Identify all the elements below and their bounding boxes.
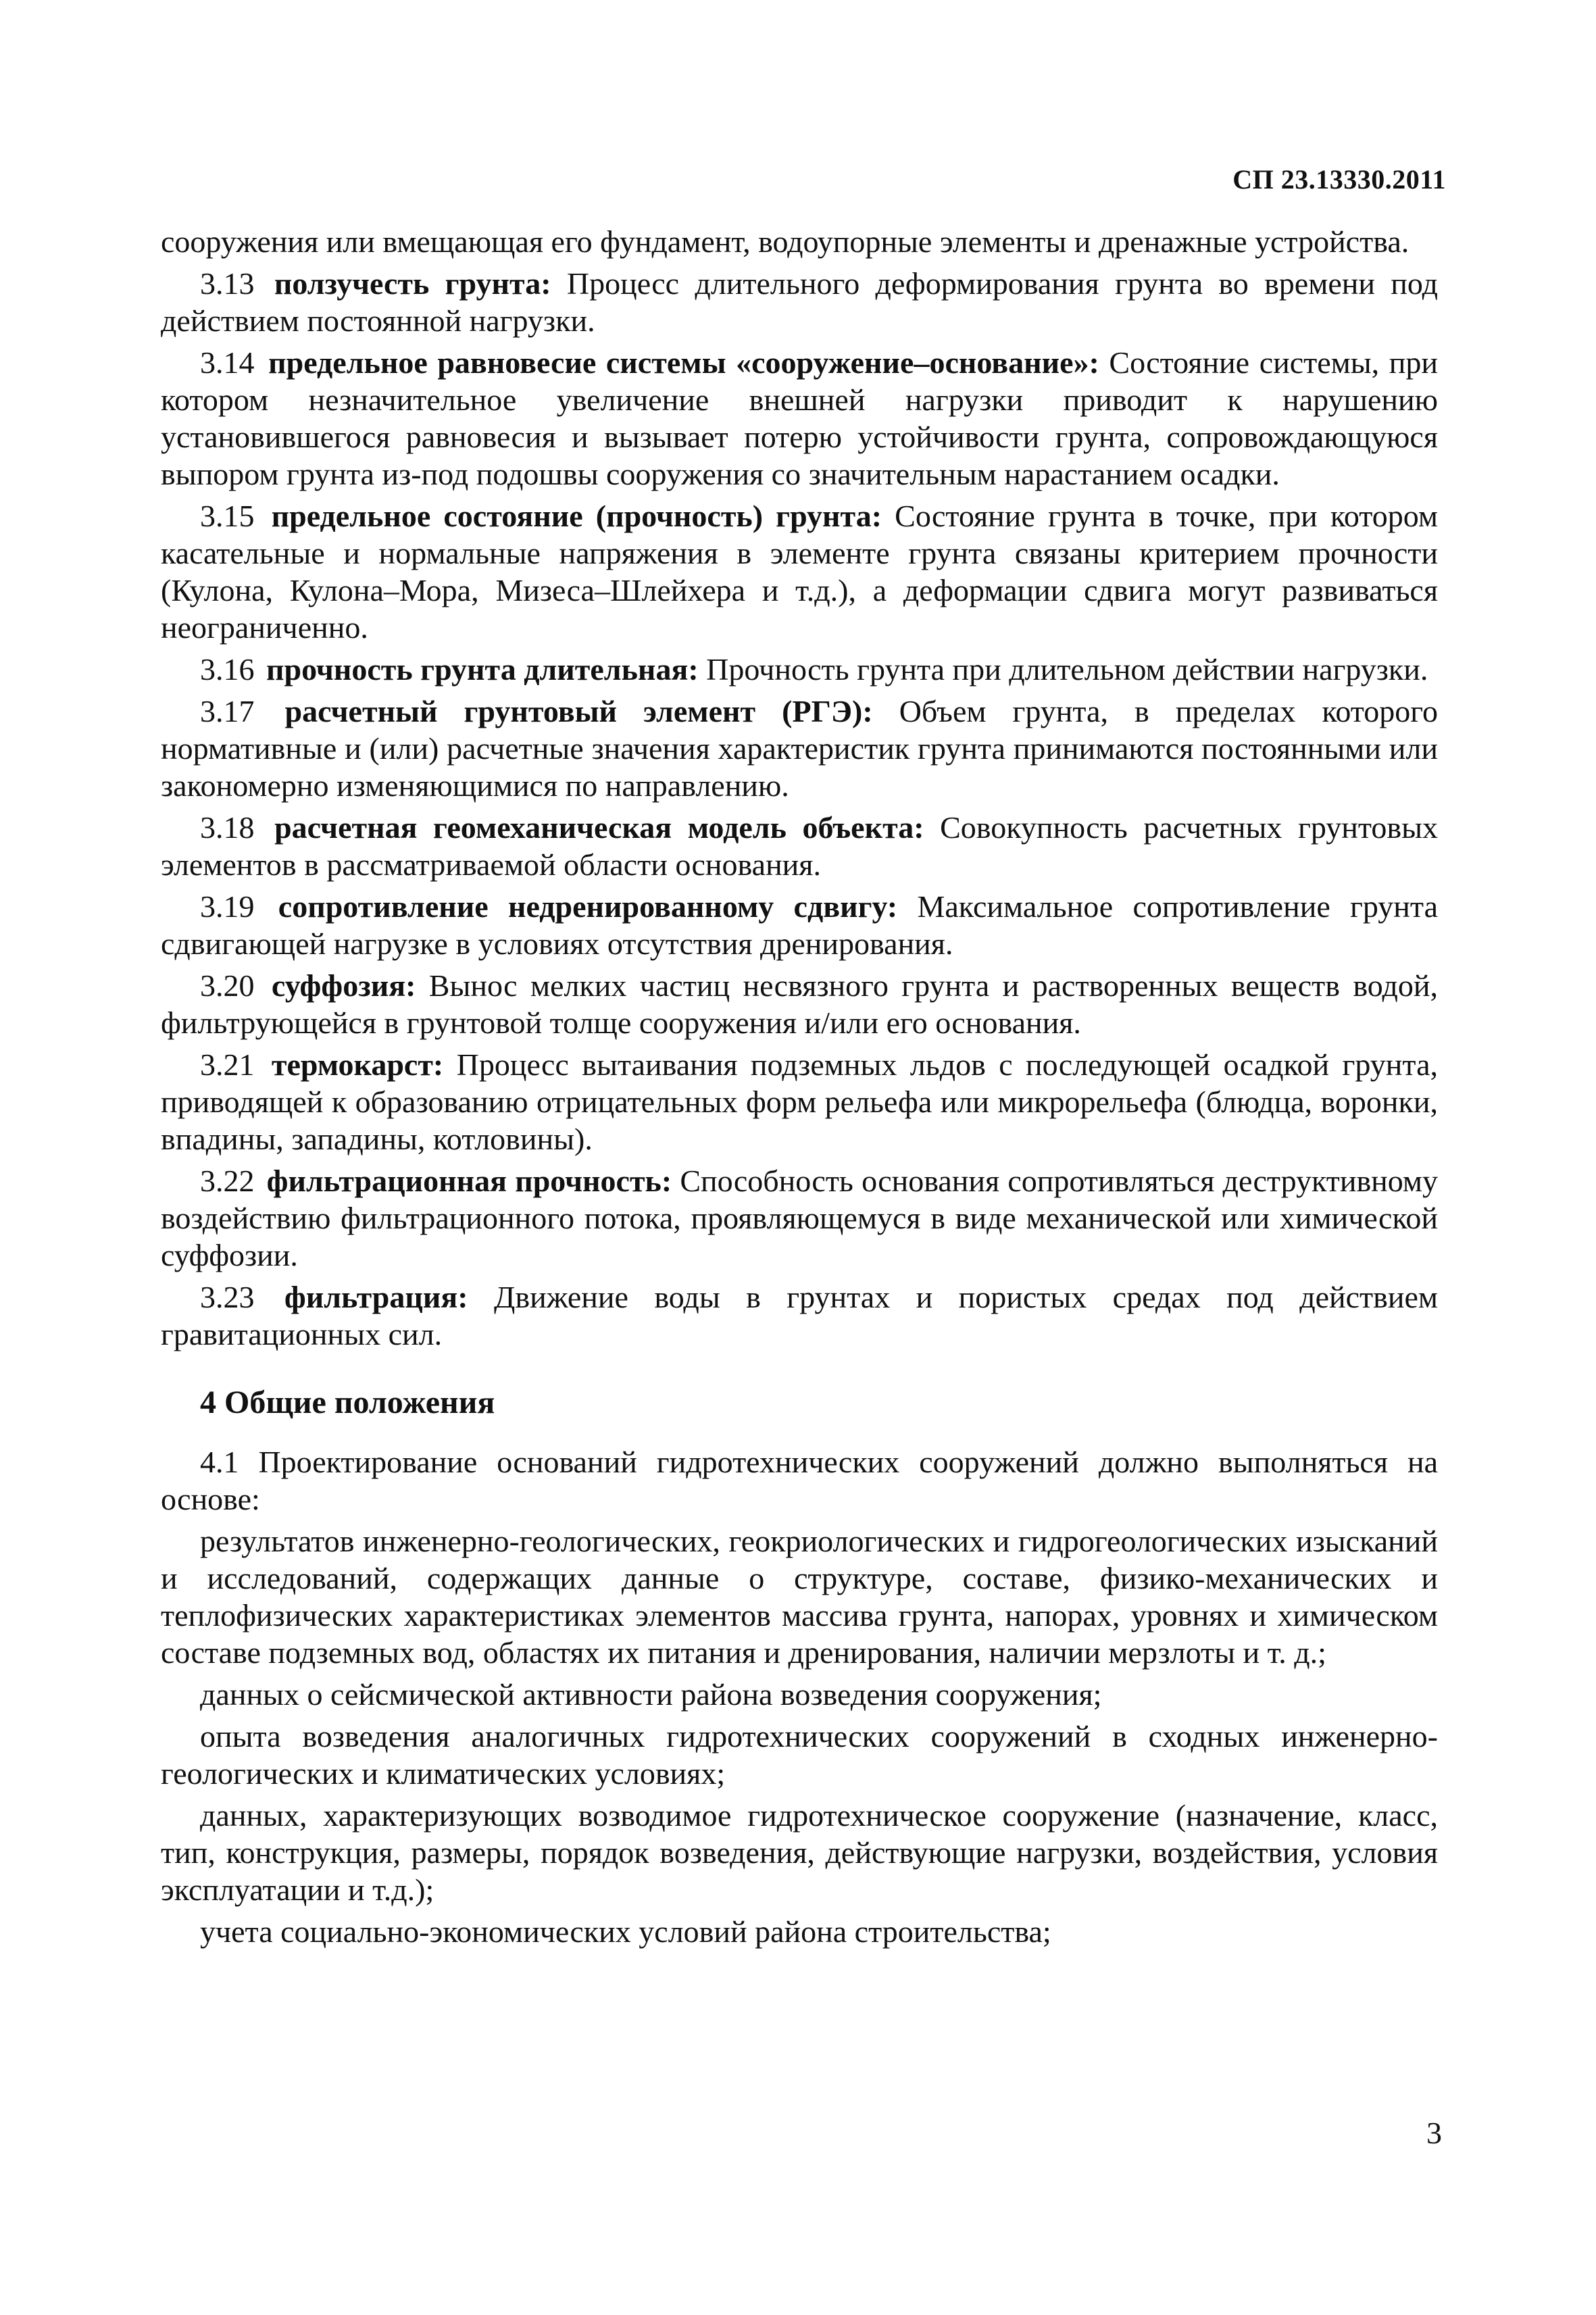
section-heading: 4 Общие положения <box>200 1385 495 1420</box>
section-4-body <box>161 1443 1438 1950</box>
term-number: 3.21 <box>200 1047 255 1082</box>
term-paragraph <box>161 497 1438 646</box>
term-name: расчетный грунтовый элемент (РГЭ): <box>284 694 873 728</box>
term-definition: Состояние грунта в точке, при котором касательные и нормальные напряжения в элементе грунта связаны критерием прочности (Кулона, Кулона–Мора, Мизеса–Шлейхера и т.д.), а деформации сдвига могут развиваться неограниченно. <box>161 499 1439 645</box>
term-number: 3.22 <box>200 1164 255 1198</box>
term-number: 3.14 <box>200 345 255 380</box>
term-number: 3.17 <box>200 694 255 728</box>
term-definition: Прочность грунта при длительном действии нагрузки. <box>706 652 1428 687</box>
section-paragraph: результатов инженерно-геологических, геокриологических и гидрогеологических изысканий и исследований, содержащих данные о структуре, составе, физико-механических и теплофизических характеристиках элементов массива грунта, напорах, уровнях и химическом составе подземных вод, областях их питания и дренирования, наличии мерзлоты и т. д.; <box>161 1524 1438 1670</box>
term-paragraph <box>161 1046 1438 1158</box>
term-paragraph <box>161 1278 1438 1353</box>
term-name: предельное равновесие системы «сооружение–основание»: <box>268 345 1099 380</box>
term-number: 3.16 <box>200 652 255 687</box>
term-definition: Движение воды в грунтах и пористых средах под действием гравитационных сил. <box>161 1280 1439 1351</box>
section-paragraph: данных, характеризующих возводимое гидротехническое сооружение (назначение, класс, тип, конструкция, размеры, порядок возведения, действующие нагрузки, воздействия, условия эксплуатации и т.д.); <box>161 1798 1438 1907</box>
term-name: ползучесть грунта: <box>274 266 551 301</box>
continuation-paragraph: сооружения или вмещающая его фундамент, водоупорные элементы и дренажные устройства. <box>161 224 1410 259</box>
term-paragraph <box>161 1162 1438 1274</box>
term-paragraph <box>161 967 1438 1041</box>
term-name: суффозия: <box>271 968 416 1003</box>
term-number: 3.23 <box>200 1280 255 1314</box>
term-paragraph <box>161 809 1438 883</box>
term-name: сопротивление недренированному сдвигу: <box>278 889 898 924</box>
document-code: СП 23.13330.2011 <box>1232 164 1446 195</box>
term-number: 3.19 <box>200 889 255 924</box>
term-definition: Состояние системы, при котором незначительное увеличение внешней нагрузки приводит к нарушению установившегося равновесия и вызывает потерю устойчивости грунта, сопровождающуюся выпором грунта из-под подошвы сооружения со значительным нарастанием осадки. <box>161 345 1439 491</box>
section-paragraph: данных о сейсмической активности района возведения сооружения; <box>200 1677 1102 1712</box>
term-number: 3.15 <box>200 499 255 533</box>
term-definition: Объем грунта, в пределах которого нормативные и (или) расчетные значения характеристик грунта принимаются постоянными или закономерно изменяющимися по направлению. <box>161 694 1439 803</box>
term-definition: Максимальное сопротивление грунта сдвигающей нагрузке в условиях отсутствия дренирования. <box>161 889 1438 961</box>
section-paragraph: учета социально-экономических условий района строительства; <box>200 1914 1051 1949</box>
term-name: прочность грунта длительная: <box>266 652 699 687</box>
term-paragraph <box>161 888 1438 962</box>
term-paragraph <box>161 693 1438 804</box>
page-number: 3 <box>1426 2116 1442 2150</box>
term-name: фильтрация: <box>284 1280 468 1314</box>
page-content <box>161 223 1438 1955</box>
term-paragraph <box>161 651 1438 688</box>
term-definition: Процесс длительного деформирования грунта во времени под действием постоянной нагрузки. <box>161 266 1439 338</box>
term-name: расчетная геомеханическая модель объекта: <box>274 810 924 845</box>
terms-list <box>161 265 1438 1353</box>
term-definition: Вынос мелких частиц несвязного грунта и растворенных веществ водой, фильтрующейся в грунтовой толще сооружения и/или его основания. <box>161 968 1438 1040</box>
section-paragraph: опыта возведения аналогичных гидротехнических сооружений в сходных инженерно-геологических и климатических условиях; <box>161 1719 1438 1791</box>
section-paragraph: 4.1 Проектирование оснований гидротехнических сооружений должно выполняться на основе: <box>161 1445 1438 1516</box>
term-paragraph <box>161 265 1438 339</box>
term-paragraph <box>161 344 1438 493</box>
term-definition: Совокупность расчетных грунтовых элементов в рассматриваемой области основания. <box>161 810 1438 882</box>
term-number: 3.20 <box>200 968 255 1003</box>
term-name: фильтрационная прочность: <box>266 1164 672 1198</box>
term-definition: Процесс вытаивания подземных льдов с последующей осадкой грунта, приводящей к образованию отрицательных форм рельефа или микрорельефа (блюдца, воронки, впадины, западины, котловины). <box>161 1047 1439 1156</box>
term-number: 3.13 <box>200 266 255 301</box>
term-number: 3.18 <box>200 810 255 845</box>
term-name: предельное состояние (прочность) грунта: <box>271 499 882 533</box>
term-definition: Способность основания сопротивляться деструктивному воздействию фильтрационного потока, проявляющемуся в виде механической или химической суффозии. <box>161 1164 1439 1272</box>
term-name: термокарст: <box>271 1047 444 1082</box>
